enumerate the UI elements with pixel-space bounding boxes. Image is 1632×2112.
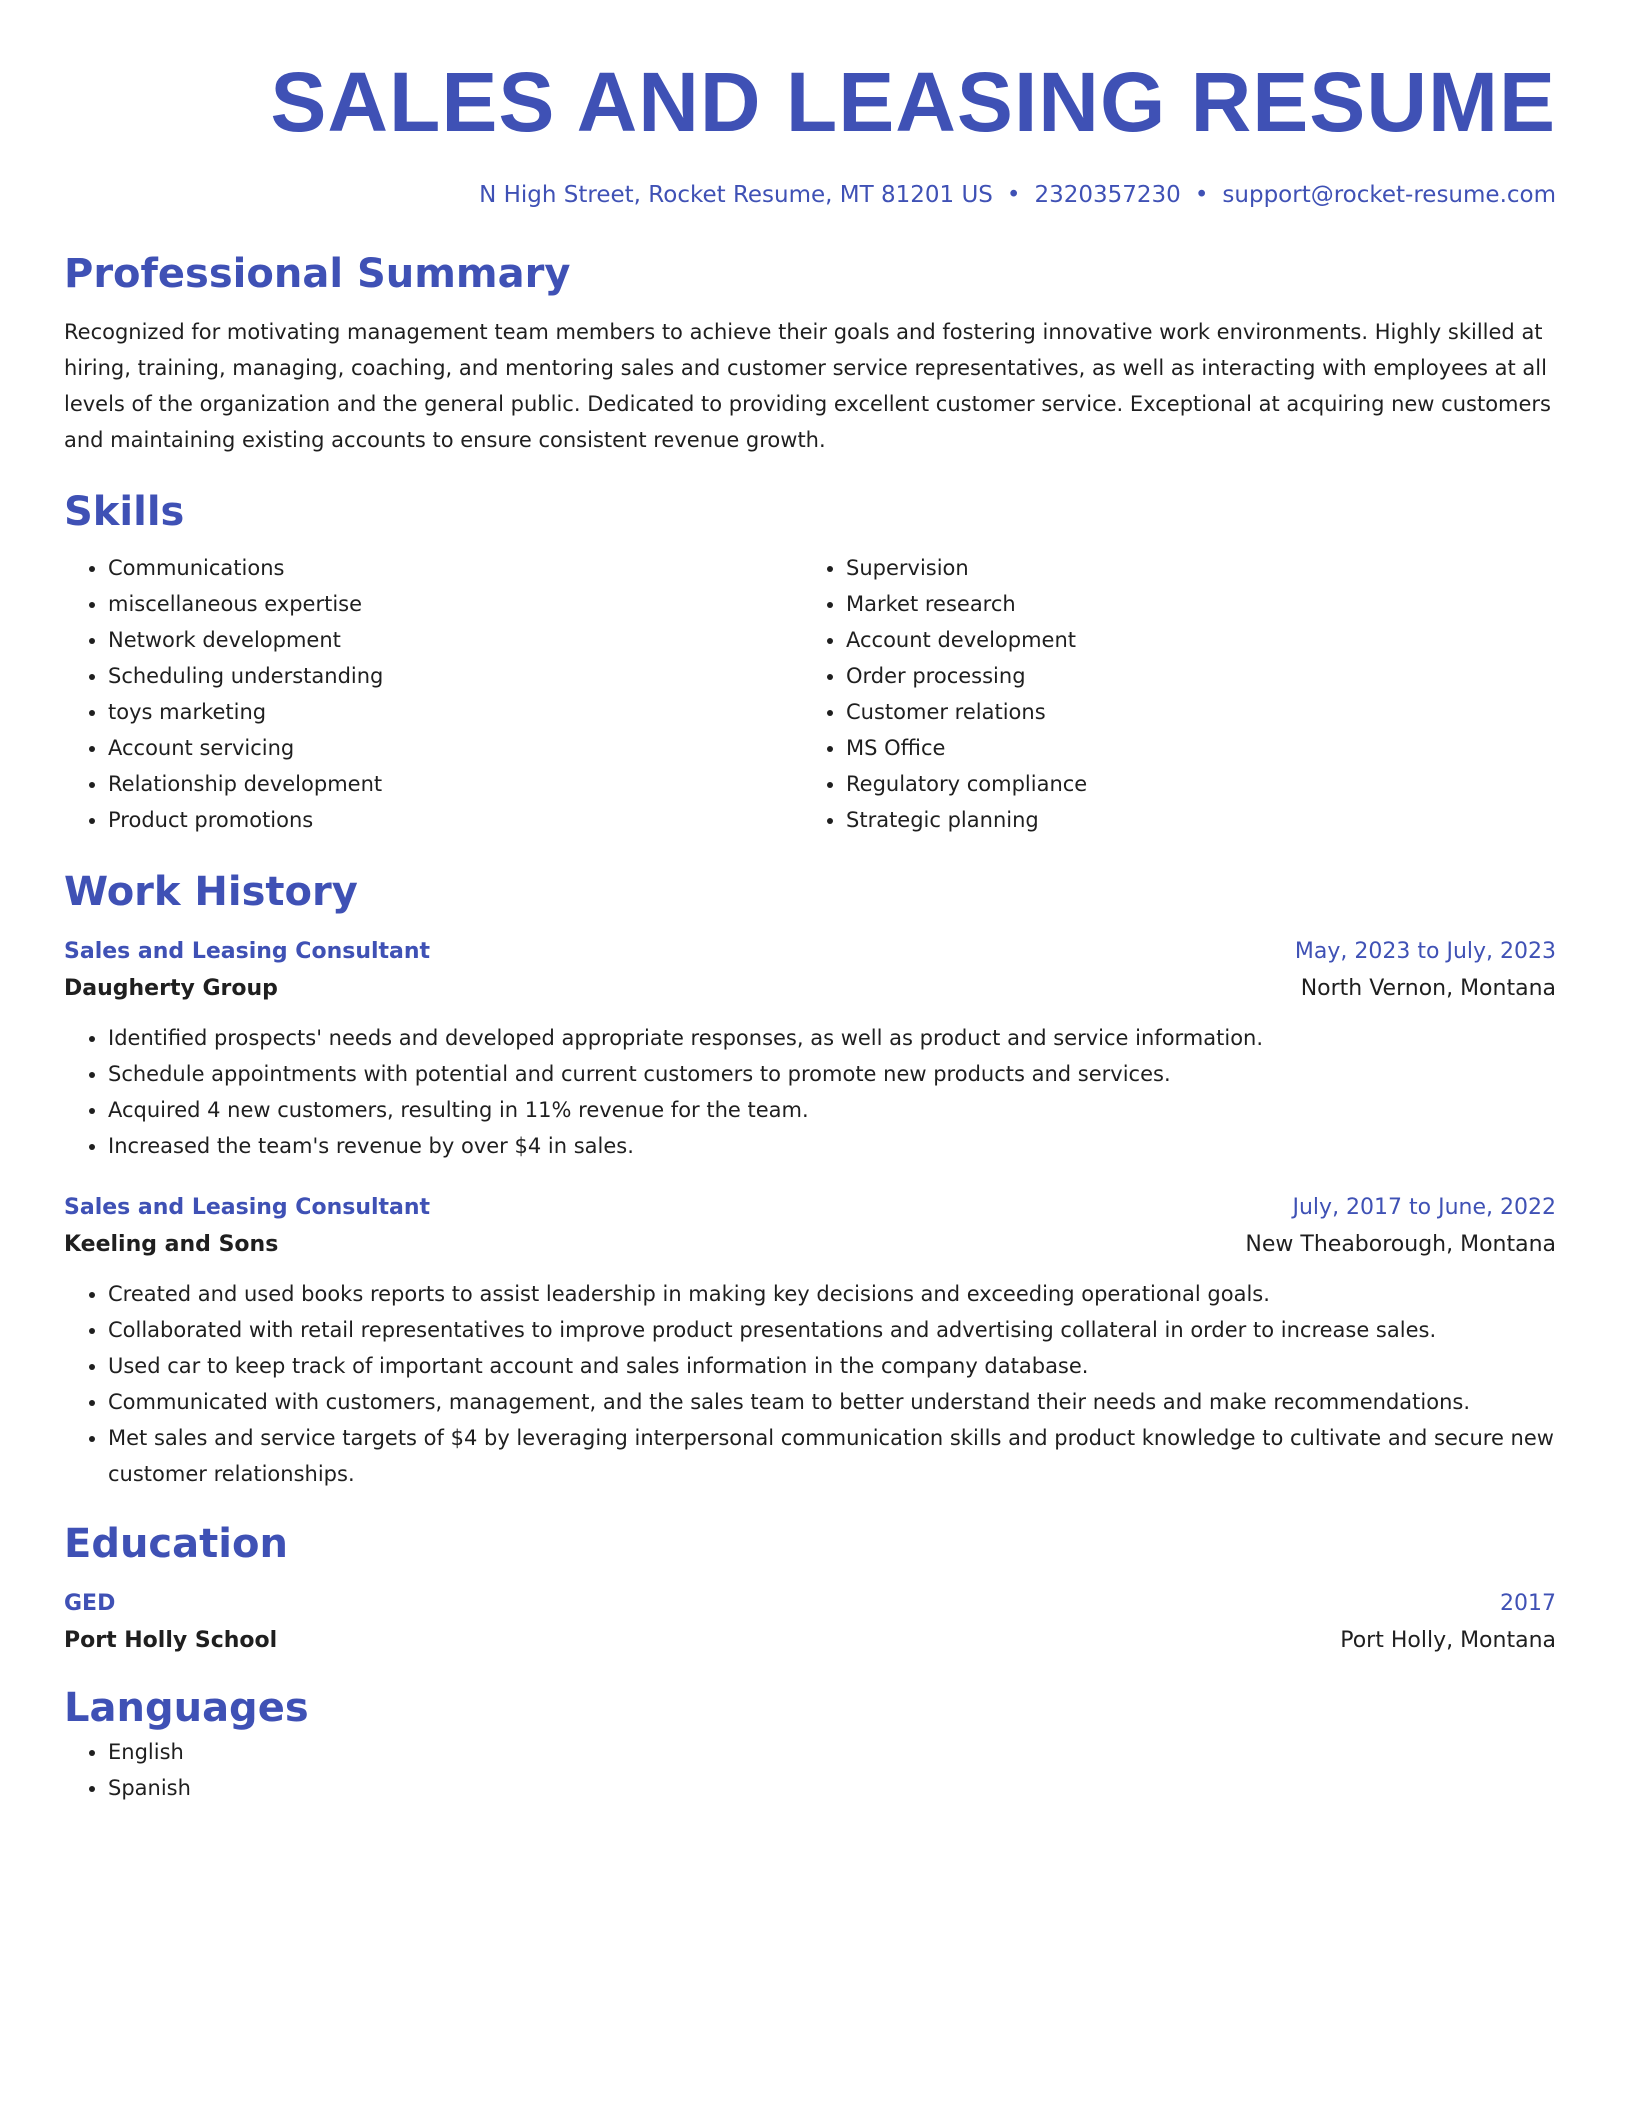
skills-list-right (802, 550, 1540, 838)
resume-page (64, 0, 1556, 1806)
education-entry (64, 1586, 1556, 1660)
degree: GED (64, 1591, 116, 1616)
skill-item: • Supervision (846, 550, 1540, 586)
job-bullet: • Collaborated with retail representatives to improve product presentations and advertising collateral in order to increase sales. (108, 1312, 1556, 1348)
skill-item: • Customer relations (846, 694, 1540, 730)
job-location: New Theaborough, Montana (1245, 1232, 1556, 1257)
skill-item: • toys marketing (108, 694, 802, 730)
education-school-row (64, 1622, 1556, 1660)
job-bullets (64, 1020, 1556, 1164)
skills-column-right (802, 550, 1540, 838)
language-item: • English (108, 1734, 1556, 1770)
skills-grid (64, 550, 1556, 838)
job-entry (64, 934, 1556, 1164)
education-heading: Education (64, 1521, 288, 1567)
contact-separator: • (1006, 182, 1021, 208)
languages-heading: Languages (64, 1685, 309, 1731)
job-bullet: • Acquired 4 new customers, resulting in 11% revenue for the team. (108, 1092, 1556, 1128)
summary-text: Recognized for motivating management team members to achieve their goals and fostering innovative work environments. Highly skilled at hiring, training, managing, coaching, and mentoring sales and customer service representatives, as well as interacting with employees at all levels of the organization and the general public. Dedicated to providing excellent customer service. Exceptional at acquiring new customers and maintaining existing accounts to ensure consistent revenue growth. (64, 320, 1551, 452)
job-bullet: • Met sales and service targets of $4 by leveraging interpersonal communication skills and product knowledge to cultivate and secure new customer relationships. (108, 1420, 1556, 1492)
job-entry (64, 1190, 1556, 1492)
job-location: North Vernon, Montana (1300, 976, 1556, 1001)
job-bullet: • Created and used books reports to assist leadership in making key decisions and exceeding operational goals. (108, 1276, 1556, 1312)
job-dates: July, 2017 to June, 2022 (1292, 1195, 1556, 1220)
language-item: • Spanish (108, 1770, 1556, 1806)
skill-item: • Account servicing (108, 730, 802, 766)
job-company-row (64, 970, 1556, 1008)
skill-item: • Strategic planning (846, 802, 1540, 838)
skill-item: • Account development (846, 622, 1540, 658)
job-title-row (64, 1190, 1556, 1226)
education-degree-row (64, 1586, 1556, 1622)
job-bullets (64, 1276, 1556, 1492)
skill-item: • miscellaneous expertise (108, 586, 802, 622)
job-bullet: • Used car to keep track of important account and sales information in the company database. (108, 1348, 1556, 1384)
company-name: Daugherty Group (64, 976, 278, 1001)
job-bullet: • Schedule appointments with potential and current customers to promote new products and services. (108, 1056, 1556, 1092)
job-dates: May, 2023 to July, 2023 (1294, 939, 1556, 964)
job-title: Sales and Leasing Consultant (64, 939, 431, 964)
contact-separator: • (1194, 182, 1209, 208)
graduation-year: 2017 (1500, 1591, 1556, 1616)
skills-heading: Skills (64, 489, 185, 535)
job-title-row (64, 934, 1556, 970)
job-company-row (64, 1226, 1556, 1264)
company-name: Keeling and Sons (64, 1232, 279, 1257)
job-bullet: • Communicated with customers, management, and the sales team to better understand their needs and make recommendations. (108, 1384, 1556, 1420)
address: N High Street, Rocket Resume, MT 81201 US (479, 182, 993, 208)
phone: 2320357230 (1034, 182, 1181, 208)
email-link[interactable]: support@rocket-resume.com (1222, 182, 1556, 208)
work-history-heading: Work History (64, 869, 358, 915)
skill-item: • Order processing (846, 658, 1540, 694)
skill-item: • Market research (846, 586, 1540, 622)
skill-item: • Network development (108, 622, 802, 658)
job-bullet: • Identified prospects' needs and developed appropriate responses, as well as product and service information. (108, 1020, 1556, 1056)
skill-item: • Product promotions (108, 802, 802, 838)
languages-list (64, 1734, 1556, 1806)
school-name: Port Holly School (64, 1628, 278, 1653)
skill-item: • Scheduling understanding (108, 658, 802, 694)
skill-item: • Communications (108, 550, 802, 586)
skill-item: • MS Office (846, 730, 1540, 766)
skills-column-left (64, 550, 802, 838)
job-bullet: • Increased the team's revenue by over $4 in sales. (108, 1128, 1556, 1164)
resume-title: SALES AND LEASING RESUME (270, 55, 1556, 149)
summary-heading: Professional Summary (64, 251, 571, 297)
school-location: Port Holly, Montana (1340, 1628, 1556, 1653)
skill-item: • Regulatory compliance (846, 766, 1540, 802)
contact-line (64, 178, 1556, 212)
skill-item: • Relationship development (108, 766, 802, 802)
job-title: Sales and Leasing Consultant (64, 1195, 431, 1220)
skills-list-left (64, 550, 802, 838)
resume-header (64, 0, 1556, 212)
